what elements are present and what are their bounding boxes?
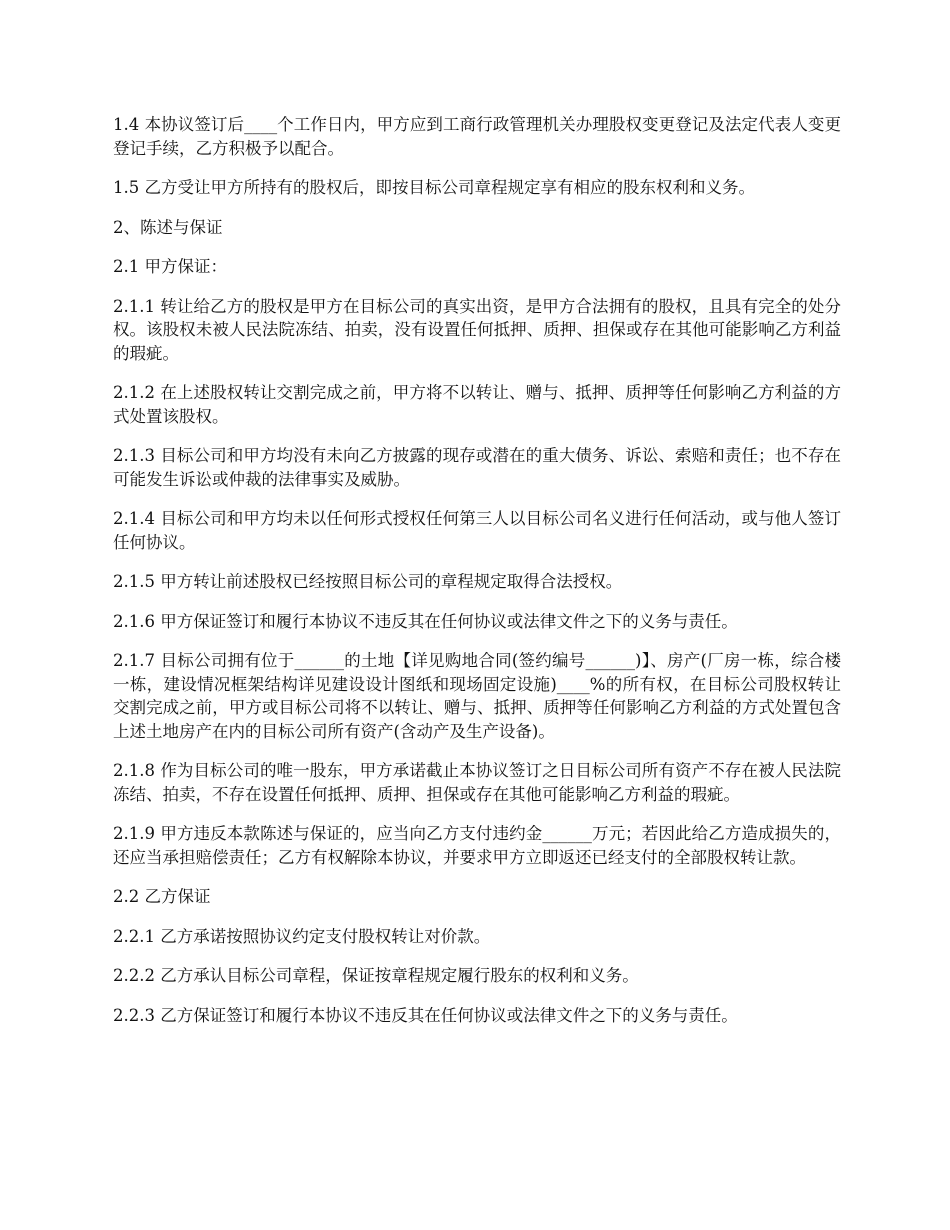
document-body	[113, 113, 841, 1043]
clause-2-1-6: 2.1.6 甲方保证签订和履行本协议不违反其在任何协议或法律文件之下的义务与责任。	[113, 611, 738, 631]
clause-2-1-8: 2.1.8 作为目标公司的唯一股东，甲方承诺截止本协议签订之日目标公司所有资产不存在被人民法院冻结、拍卖，不存在设置任何抵押、质押、担保或存在其他可能影响乙方利益的瑕疵。	[113, 761, 841, 804]
clause-2-2-3: 2.2.3 乙方保证签订和履行本协议不违反其在任何协议或法律文件之下的义务与责任。	[113, 1005, 738, 1025]
clause-2-1-4: 2.1.4 目标公司和甲方均未以任何形式授权任何第三人以目标公司名义进行任何活动，或与他人签订任何协议。	[113, 509, 841, 552]
clause-2-1-3: 2.1.3 目标公司和甲方均没有未向乙方披露的现存或潜在的重大债务、诉讼、索赔和责任；也不存在可能发生诉讼或仲裁的法律事实及威胁。	[113, 446, 841, 489]
section-heading-2: 2、陈述与保证	[113, 217, 223, 237]
clause-2-2-1: 2.2.1 乙方承诺按照协议约定支付股权转让对价款。	[113, 926, 491, 946]
clause-2-2-heading: 2.2 乙方保证	[113, 887, 211, 906]
clause-2-1-5: 2.1.5 甲方转让前述股权已经按照目标公司的章程规定取得合法授权。	[113, 572, 623, 591]
clause-2-1-heading: 2.1 甲方保证：	[113, 257, 227, 276]
clause-2-2-2: 2.2.2 乙方承认目标公司章程，保证按章程规定履行股东的权利和义务。	[113, 966, 639, 985]
clause-2-1-2: 2.1.2 在上述股权转让交割完成之前，甲方将不以转让、赠与、抵押、质押等任何影响乙方利益的方式处置该股权。	[113, 383, 841, 426]
clause-1-4: 1.4 本协议签订后____个工作日内，甲方应到工商行政管理机关办理股权变更登记及法定代表人变更登记手续，乙方积极予以配合。	[113, 115, 841, 158]
clause-2-1-1: 2.1.1 转让给乙方的股权是甲方在目标公司的真实出资，是甲方合法拥有的股权，且具有完全的处分权。该股权未被人民法院冻结、拍卖，没有设置任何抵押、质押、担保或存在其他可能影响乙方利益的瑕疵。	[113, 296, 841, 363]
clause-1-5: 1.5 乙方受让甲方所持有的股权后，即按目标公司章程规定享有相应的股东权利和义务。	[113, 178, 755, 197]
clause-2-1-9: 2.1.9 甲方违反本款陈述与保证的，应当向乙方支付违约金______万元；若因此给乙方造成损失的，还应当承担赔偿责任；乙方有权解除本协议，并要求甲方立即返还已经支付的全部股权转让款。	[113, 824, 841, 867]
clause-2-1-7: 2.1.7 目标公司拥有位于______的土地【详见购地合同(签约编号______)】、房产(厂房一栋，综合楼一栋，建设情况框架结构详见建设设计图纸和现场固定设施)____%的所有权，在目标公司股权转让交割完成之前，甲方或目标公司将不以转让、赠与、抵押、质押等任何影响乙方利益的方式处置包含上述土地房产在内的目标公司所有资产(含动产及生产设备)。	[113, 651, 841, 741]
